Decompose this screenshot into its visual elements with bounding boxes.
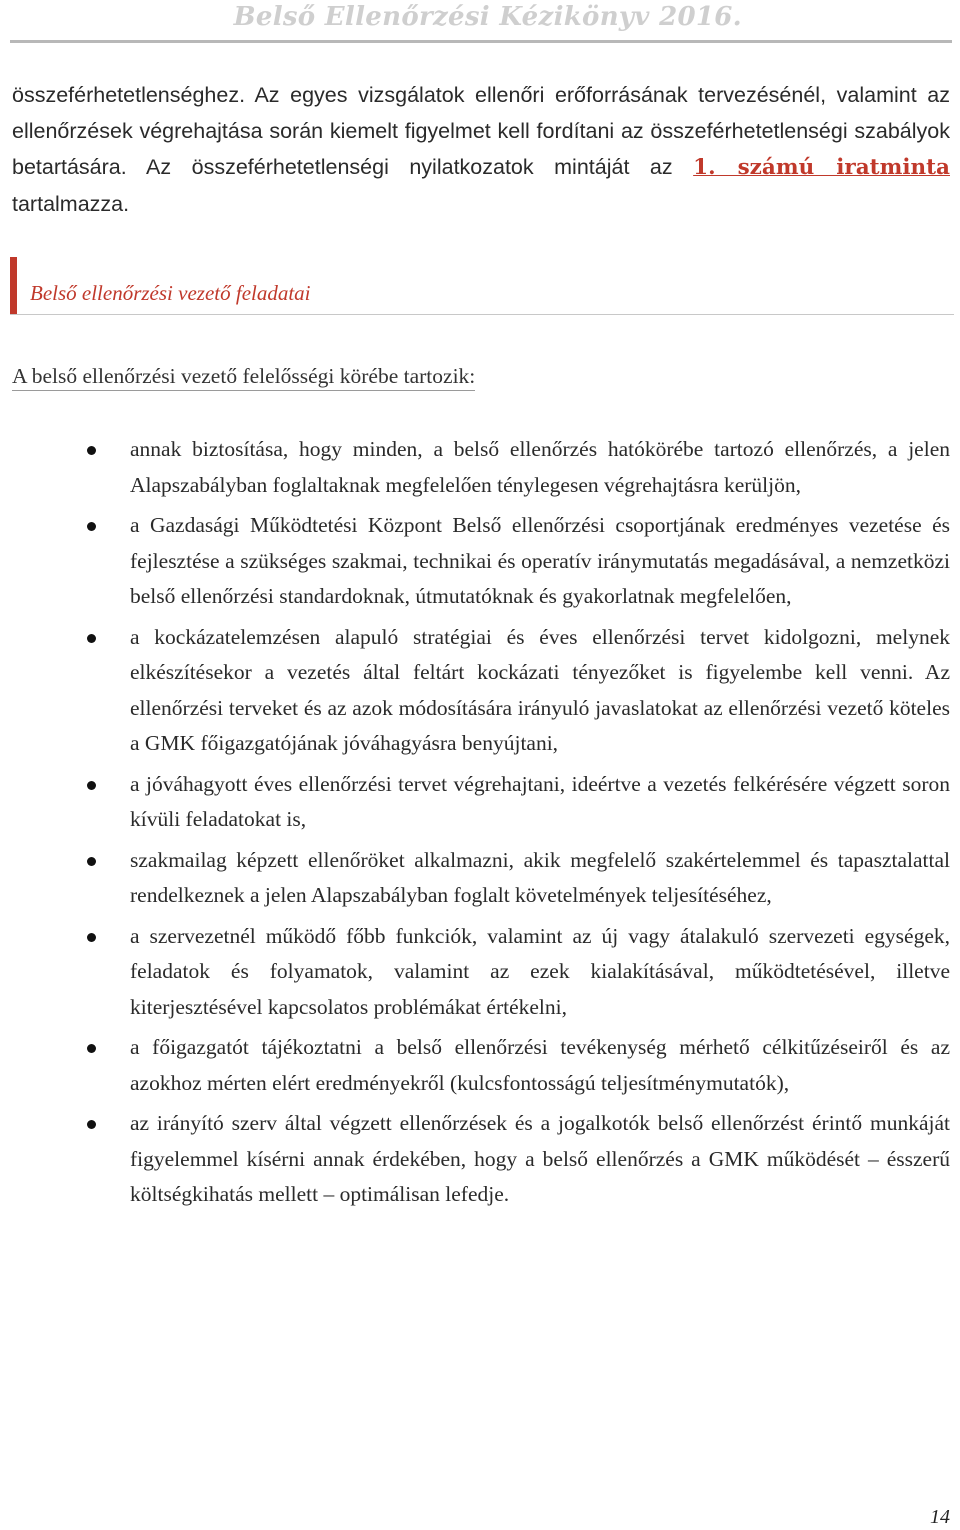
list-item-text: a Gazdasági Működtetési Központ Belső ellenőrzési csoportjának eredményes vezetése és fejlesztése a szükséges szakmai, technikai és operatív iránymutatás megadásával, a nemzetközi belső ellenőrzési standardoknak, útmutatóknak és gyakorlatnak megfelelően, bbox=[130, 513, 950, 608]
intro-text-before-link: összeférhetetlenséghez. Az egyes vizsgálatok ellenőri erőforrásának tervezésénél, valamint az ellenőrzések végrehajtása során kiemelt figyelmet kell fordítani az összeférhetetlenségi szabályok betartására. Az összeférhetetlenségi nyilatkozatok mintáját az bbox=[12, 83, 950, 179]
intro-text-after-link: tartalmazza. bbox=[12, 192, 130, 216]
list-item-text: a főigazgatót tájékoztatni a belső ellenőrzési tevékenység mérhető célkitűzéseiről és az azokhoz mérten elért eredményekről (kulcsfontosságú teljesítménymutatók), bbox=[130, 1035, 950, 1095]
page-number: 14 bbox=[930, 1506, 950, 1528]
list-item bbox=[130, 1030, 950, 1101]
bullet-icon bbox=[87, 781, 96, 790]
duty-list bbox=[0, 432, 950, 1218]
list-item-text: a szervezetnél működő főbb funkciók, valamint az új vagy átalakuló szervezeti egységek, feladatok és folyamatok, valamint az ezek kialakításával, működtetésével, illetve kiterjesztésével kapcsolatos problémákat értékelni, bbox=[130, 923, 950, 1019]
section-heading bbox=[10, 257, 954, 315]
list-item bbox=[130, 767, 950, 838]
bullet-icon bbox=[87, 1120, 96, 1129]
header-rule bbox=[10, 40, 952, 43]
bullet-icon bbox=[87, 933, 96, 942]
bullet-icon bbox=[87, 522, 96, 531]
bullet-icon bbox=[87, 446, 96, 455]
list-item bbox=[130, 432, 950, 503]
bullet-icon bbox=[87, 1044, 96, 1053]
bullet-icon bbox=[87, 857, 96, 866]
list-item-text: a jóváhagyott éves ellenőrzési tervet végrehajtani, ideértve a vezetés felkérésére végzett soron kívüli feladatokat is, bbox=[130, 771, 950, 831]
page-header bbox=[0, 0, 960, 44]
list-item bbox=[130, 919, 950, 1026]
section-heading-title: Belső ellenőrzési vezető feladatai bbox=[30, 281, 311, 305]
list-item-text: annak biztosítása, hogy minden, a belső ellenőrzés hatókörébe tartozó ellenőrzés, a jelen Alapszabályban foglaltaknak megfelelően ténylegesen végrehajtásra kerüljön, bbox=[130, 437, 950, 497]
list-item-text: a kockázatelemzésen alapuló stratégiai és éves ellenőrzési tervet kidolgozni, melynek elkészítésekor a vezetés által feltárt kockázati tényezőket is figyelembe kell venni. Az ellenőrzési terveket és az azok módosítására irányuló javaslatokat az ellenőrzési vezető köteles a GMK főigazgatójának jóváhagyásra benyújtani, bbox=[130, 624, 950, 755]
list-item bbox=[130, 1106, 950, 1213]
heading-accent-bar bbox=[10, 257, 17, 314]
list-item-text: szakmailag képzett ellenőröket alkalmazni, akik megfelelő szakértelemmel és tapasztalattal rendelkeznek a jelen Alapszabályban foglalt követelmények teljesítéséhez, bbox=[130, 847, 950, 907]
list-item-text: az irányító szerv által végzett ellenőrzések és a jogalkotók belső ellenőrzést érintő munkáját figyelemmel kísérni annak érdekében, hogy a belső ellenőrzés a GMK működését – ésszerű költségkihatás mellett – optimálisan lefedje. bbox=[130, 1111, 950, 1206]
bullet-icon bbox=[87, 634, 96, 643]
header-title: Belső Ellenőrzési Kézikönyv 2016. bbox=[233, 2, 742, 32]
document-template-link[interactable]: 1. számú iratminta bbox=[693, 155, 950, 180]
list-item bbox=[130, 620, 950, 762]
section-lead-text: A belső ellenőrzési vezető felelősségi körébe tartozik: bbox=[12, 364, 475, 391]
list-item bbox=[130, 843, 950, 914]
list-item bbox=[130, 508, 950, 615]
intro-paragraph bbox=[12, 77, 950, 222]
